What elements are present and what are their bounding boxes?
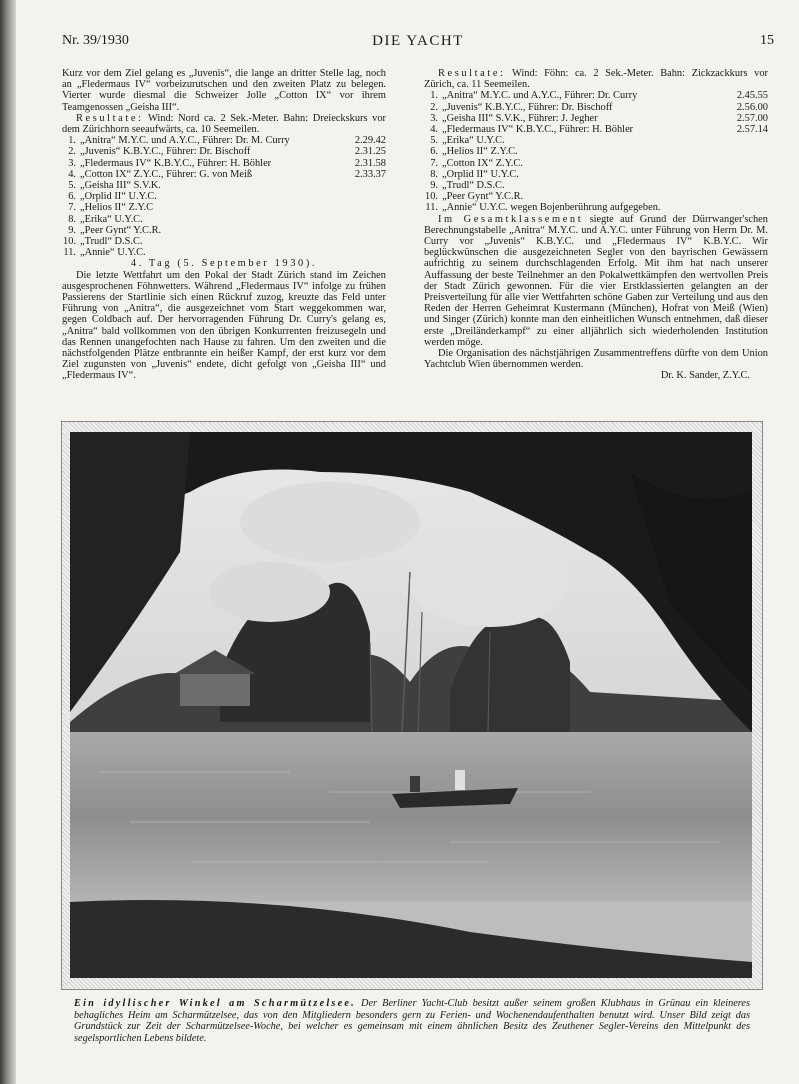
result-rank: 9. (68, 224, 76, 236)
result-time (344, 191, 386, 202)
result-time (344, 236, 386, 247)
result-row (62, 180, 386, 191)
result-boat: „Anitra“ M.Y.C. und A.Y.C., Führer: Dr. Curry (442, 90, 638, 102)
result-row (62, 169, 386, 180)
result-boat: „Peer Gynt“ Y.C.R. (442, 191, 524, 203)
result-time (726, 202, 768, 213)
result-time: 2.45.55 (736, 90, 768, 102)
result-row (424, 202, 768, 213)
result-time (344, 180, 386, 191)
result-boat: „Orplid II“ U.Y.C. (442, 168, 519, 180)
result-rank: 11. (425, 202, 438, 214)
result-time: 2.57.14 (736, 124, 768, 136)
result-row (424, 135, 768, 146)
result-boat: „Juvenis“ K.B.Y.C., Führer: Dr. Bischoff (80, 146, 251, 158)
result-time (344, 202, 386, 213)
result-rank: 2. (68, 146, 76, 158)
overall-label: Im Gesamtklassement (438, 213, 584, 225)
result-row (424, 113, 768, 124)
closing-paragraph: Die Organisation des nächstjährigen Zusammentreffens dürfte von dem Union Yachtclub Wien übernommen werden. (424, 348, 768, 371)
results-heading (424, 68, 768, 90)
result-boat: „Cotton IX“ Z.Y.C. (442, 157, 523, 169)
result-row (424, 124, 768, 135)
results-label: Resultate: (438, 68, 506, 79)
result-row (62, 191, 386, 202)
result-row (62, 202, 386, 213)
result-rank: 2. (430, 101, 438, 113)
result-rank: 9. (430, 180, 438, 192)
results-conditions: Wind: Föhn: ca. 2 Sek.-Meter. Bahn: Zickzackkurs vor Zürich, ca. 11 Seemeilen. (424, 68, 768, 91)
result-time (726, 135, 768, 146)
result-row (62, 146, 386, 157)
results-label: Resultate: (76, 112, 144, 124)
author-signature: Dr. K. Sander, Z.Y.C. (660, 370, 750, 382)
result-time (726, 158, 768, 169)
result-boat: „Erika“ U.Y.C. (442, 135, 505, 147)
magazine-title: DIE YACHT (372, 33, 464, 49)
intro-paragraph: Kurz vor dem Ziel gelang es „Juvenis“, die lange an dritter Stelle lag, noch an „Fledermaus IV“ vorbeizurutschen und den zweiten Platz zu belegen. Vierter wurde diesmal die Schweizer Jolle „Cotton IX“ vor ihrem Teamgenossen „Geisha III“. (62, 68, 386, 113)
result-rank: 10. (425, 191, 438, 203)
result-rank: 4. (430, 124, 438, 136)
result-boat: „Anitra“ M.Y.C. und A.Y.C., Führer: Dr. M. Curry (80, 135, 290, 147)
result-rank: 5. (430, 135, 438, 147)
result-rank: 8. (68, 213, 76, 225)
result-boat: „Helios II“ Z.Y.C (80, 202, 154, 214)
result-time (344, 225, 386, 236)
result-boat: „Cotton IX“ Z.Y.C., Führer: G. von Meiß (80, 168, 253, 180)
result-time: 2.31.58 (354, 157, 386, 169)
result-boat: „Annie“ U.Y.C. (80, 247, 146, 259)
result-boat: „Erika“ U.Y.C. (80, 213, 143, 225)
result-row (424, 191, 768, 202)
right-column (424, 68, 768, 382)
result-rank: 1. (68, 135, 76, 147)
result-time (726, 146, 768, 157)
result-rank: 6. (68, 191, 76, 203)
left-column (62, 68, 386, 382)
caption-text: Der Berliner Yacht-Club besitzt außer seinem großen Klubhaus in Grünau ein kleineres behagliches Heim am Scharmützelsee, das von den Mitgliedern besonders gern zu Ferien- und Wochenendaufenthalten benutzt wird. Unser Bild zeigt das Grundstück zur Zeit der Scharmützelsee-Woche, bei welcher es gemeinsam mit einem ähnlichen Besitz des Zeuthener Segler-Vereins den Mittelpunkt des segelsportlichen Lebens bildete. (74, 998, 751, 1044)
result-row (424, 90, 768, 101)
result-time (726, 180, 768, 191)
page-number: 15 (760, 33, 774, 48)
result-rank: 1. (430, 90, 438, 102)
day-heading: 4. Tag (5. September 1930). (130, 258, 318, 270)
result-rank: 3. (430, 112, 438, 124)
results-list-day3 (62, 135, 386, 258)
result-row (424, 102, 768, 113)
result-boat: „Fledermaus IV“ K.B.Y.C., Führer: H. Böhler (80, 157, 272, 169)
result-time (726, 191, 768, 202)
overall-standings-paragraph (424, 214, 768, 348)
result-rank: 6. (430, 146, 438, 158)
result-rank: 5. (68, 180, 76, 192)
issue-number: Nr. 39/1930 (62, 33, 129, 48)
result-boat: „Trudl“ D.S.C. (80, 236, 143, 248)
day4-report: Die letzte Wettfahrt um den Pokal der Stadt Zürich stand im Zeichen ausgesprochenen Föhnwetters. Während „Fledermaus IV“ infolge zu frühen Passierens der Startlinie sich einen Rückruf zuzog, kreuzte das Feld unter Führung von „Anitra“, die ausgezeichnet vom Start weggekommen war, gegen Coldbach auf. Der hervorragenden Führung Dr. Curry's gelang es, „Anitra“ bald vollkommen von den übrigen Konkurrenten freizusegeln und das Rennen unangefochten nach Hause zu fahren. Um den zweiten und die nächstfolgenden Plätze entbrannte ein heißer Kampf, der erst kurz vor dem Ziel zugunsten von „Juvenis“ endete, dicht gefolgt von „Geisha III“ und „Fledermaus IV“. (62, 269, 386, 382)
result-row (424, 146, 768, 157)
page-header (62, 33, 774, 53)
result-boat: „Geisha III“ S.V.K. (80, 180, 161, 192)
result-time: 2.29.42 (354, 135, 386, 147)
result-boat: „Orplid II“ U.Y.C. (80, 191, 157, 203)
results-heading (62, 113, 386, 135)
result-time: 2.33.37 (354, 168, 386, 180)
result-row (62, 247, 386, 258)
result-boat: „Peer Gynt“ Y.C.R. (80, 224, 162, 236)
result-boat: „Juvenis“ K.B.Y.C., Führer: Dr. Bischoff (442, 101, 613, 113)
result-boat: „Helios II“ Z.Y.C. (442, 146, 518, 158)
result-rank: 8. (430, 168, 438, 180)
photo-caption (74, 998, 750, 1044)
result-row (424, 169, 768, 180)
result-row (424, 158, 768, 169)
result-rank: 3. (68, 157, 76, 169)
result-time (344, 214, 386, 225)
result-row (424, 180, 768, 191)
result-time: 2.56.00 (736, 101, 768, 113)
result-boat: „Annie“ U.Y.C. wegen Bojenberührung aufgegeben. (442, 202, 661, 214)
result-boat: „Geisha III“ S.V.K., Führer: J. Jegher (442, 112, 598, 124)
result-rank: 11. (63, 247, 76, 259)
result-row (62, 236, 386, 247)
results-list-day4 (424, 90, 768, 213)
result-time: 2.57.00 (736, 112, 768, 124)
results-conditions: Wind: Nord ca. 2 Sek.-Meter. Bahn: Dreieckskurs vor dem Zürichhorn seeaufwärts, ca. 10 Seemeilen. (62, 112, 386, 136)
result-time (726, 169, 768, 180)
result-rank: 4. (68, 168, 76, 180)
result-row (62, 214, 386, 225)
result-time (344, 247, 386, 258)
lake-photograph (70, 432, 752, 978)
page-binding-edge (0, 0, 16, 1084)
result-rank: 10. (63, 236, 76, 248)
result-rank: 7. (68, 202, 76, 214)
result-row (62, 158, 386, 169)
result-time: 2.31.25 (354, 146, 386, 158)
result-row (62, 135, 386, 146)
result-row (62, 225, 386, 236)
result-rank: 7. (430, 157, 438, 169)
caption-lead: Ein idyllischer Winkel am Scharmützelsee. (74, 998, 356, 1009)
overall-text: siegte auf Grund der Dürrwanger'schen Berechnungstabelle „Anitra“ M.Y.C. und A.Y.C. unter Führung von Herrn Dr. M. Curry vor „Juvenis“ K.B.Y.C. und „Fledermaus IV“ K.B.Y.C. Wir beglückwünschen die ausgezeichneten Segler von den bayrischen Gewässern aufrichtig zu seinem durchschlagenden Erfolg. Mit ihm hat nach unserer Auffassung der beste Teilnehmer an den Pokalwettkämpfen den wertvollen Preis der Stadt Zürich gewonnen. Für die vier Erstklassierten gelangten an der Preisverteilung für alle vier Wettfahrten schöne Gaben zur Verteilung und aus den Reden der Herren Geheimrat Kustermann (München), Hofrat von Meiß (Wien) und Singer (Zürich) konnte man den einheitlichen Wunsch entnehmen, daß dieser erste „Dreiländerkampf“ zu einer alljährlich sich wiederholenden Institution werden möge. (424, 213, 768, 348)
result-boat: „Fledermaus IV“ K.B.Y.C., Führer: H. Böhler (442, 124, 634, 136)
result-boat: „Trudl“ D.S.C. (442, 180, 505, 192)
